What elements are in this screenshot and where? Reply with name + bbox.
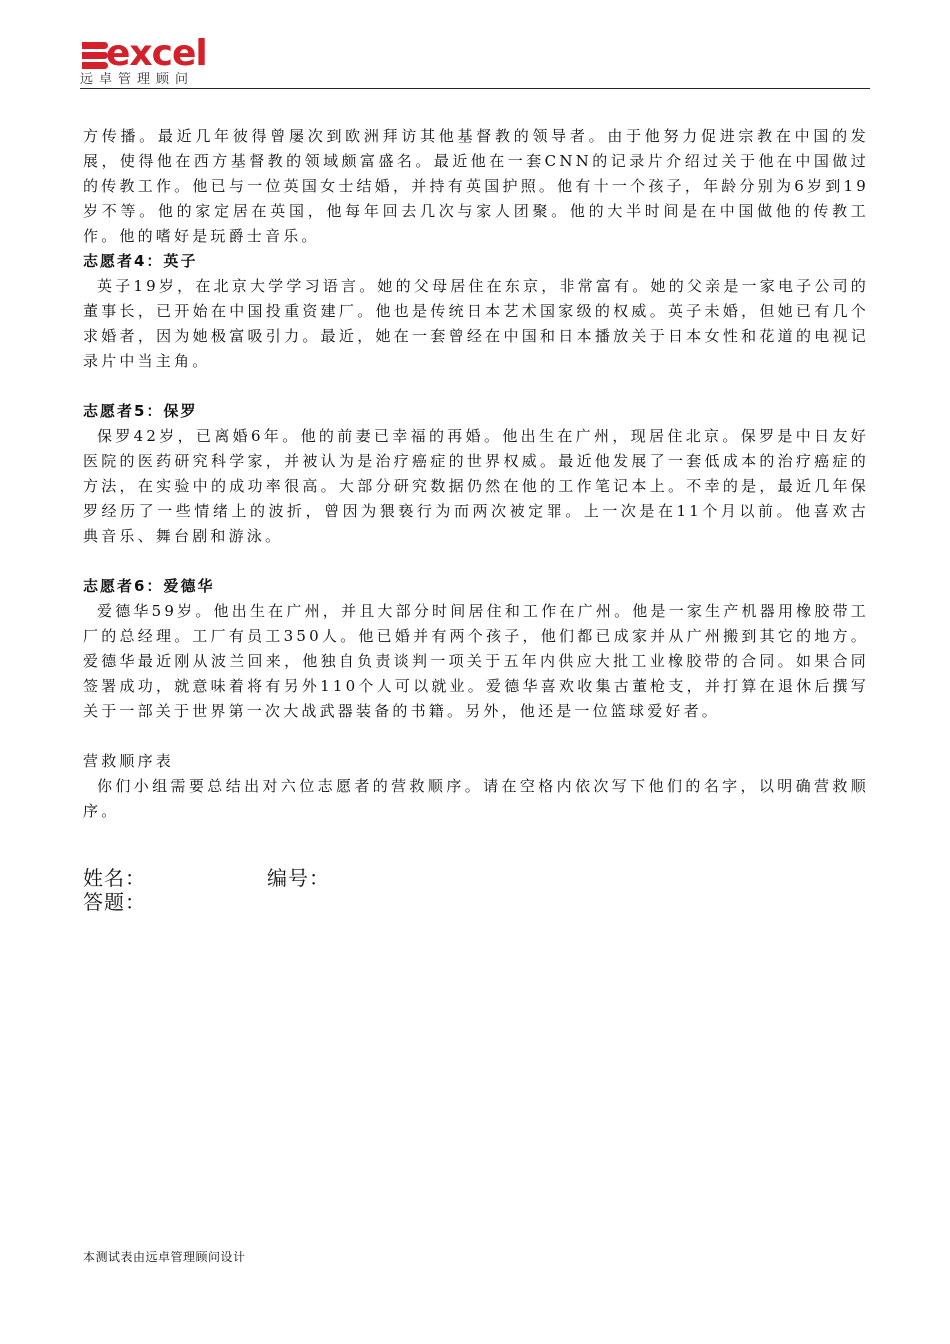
volunteer-4-heading: 志愿者4：英子 <box>83 252 198 270</box>
volunteer-5-heading: 志愿者5：保罗 <box>83 402 198 420</box>
logo-wordmark: excel <box>106 33 207 74</box>
rescue-order-instructions: 你们小组需要总结出对六位志愿者的营救顺序。请在空格内依次写下他们的名字，以明确营救顺序。 <box>83 777 869 820</box>
volunteer-4-text: 英子19岁，在北京大学学习语言。她的父母居住在东京，非常富有。她的父亲是一家电子公司的董事长，已开始在中国投重资建厂。他也是传统日本艺术国家级的权威。英子未婚，但她已有几个求婚者，因为她极富吸引力。最近，她在一套曾经在中国和日本播放关于日本女性和花道的电视记录片中当主角。 <box>83 277 869 370</box>
intro-paragraph: 方传播。最近几年彼得曾屡次到欧洲拜访其他基督教的领导者。由于他努力促进宗教在中国的发展，使得他在西方基督教的领域颇富盛名。最近他在一套CNN的记录片介绍过关于他在中国做过的传教工作。他已与一位英国女士结婚，并持有英国护照。他有十一个孩子，年龄分别为6岁到19岁不等。他的家定居在英国，他每年回去几次与家人团聚。他的大半时间是在中国做他的传教工作。他的嗜好是玩爵士音乐。 <box>83 127 869 245</box>
volunteer-6-text: 爱德华59岁。他出生在广州，并且大部分时间居住和工作在广州。他是一家生产机器用橡胶带工厂的总经理。工厂有员工350人。他已婚并有两个孩子，他们都已成家并从广州搬到其它的地方。爱德华最近刚从波兰回来，他独自负责谈判一项关于五年内供应大批工业橡胶带的合同。如果合同签署成功，就意味着将有另外110个人可以就业。爱德华喜欢收集古董枪支，并打算在退休后撰写关于一部关于世界第一次大战武器装备的书籍。另外，他还是一位篮球爱好者。 <box>83 602 869 720</box>
logo-mark-icon <box>82 42 108 70</box>
page-header <box>80 33 870 90</box>
name-number-line <box>83 866 869 890</box>
volunteer-5-text: 保罗42岁，已离婚6年。他的前妻已幸福的再婚。他出生在广州，现居住北京。保罗是中日友好医院的医药研究科学家，并被认为是治疗癌症的世界权威。最近他发展了一套低成本的治疗癌症的方法，在实验中的成功率很高。大部分研究数据仍然在他的工作笔记本上。不幸的是，最近几年保罗经历了一些情绪上的波折，曾因为猥亵行为而两次被定罪。上一次是在11个月以前。他喜欢古典音乐、舞台剧和游泳。 <box>83 427 869 545</box>
header-divider <box>80 88 870 89</box>
logo-subtitle: 远卓管理顾问 <box>80 72 195 87</box>
number-label: 编号： <box>267 866 330 890</box>
rescue-order-title: 营救顺序表 <box>83 752 175 770</box>
answer-label: 答题： <box>83 890 146 914</box>
name-label: 姓名： <box>83 866 146 890</box>
excel-logo <box>80 33 210 88</box>
answer-line <box>83 890 869 914</box>
page-footer: 本测试表由远卓管理顾问设计 <box>83 1250 246 1264</box>
volunteer-6-heading: 志愿者6：爱德华 <box>83 577 215 595</box>
document-body <box>83 124 869 914</box>
